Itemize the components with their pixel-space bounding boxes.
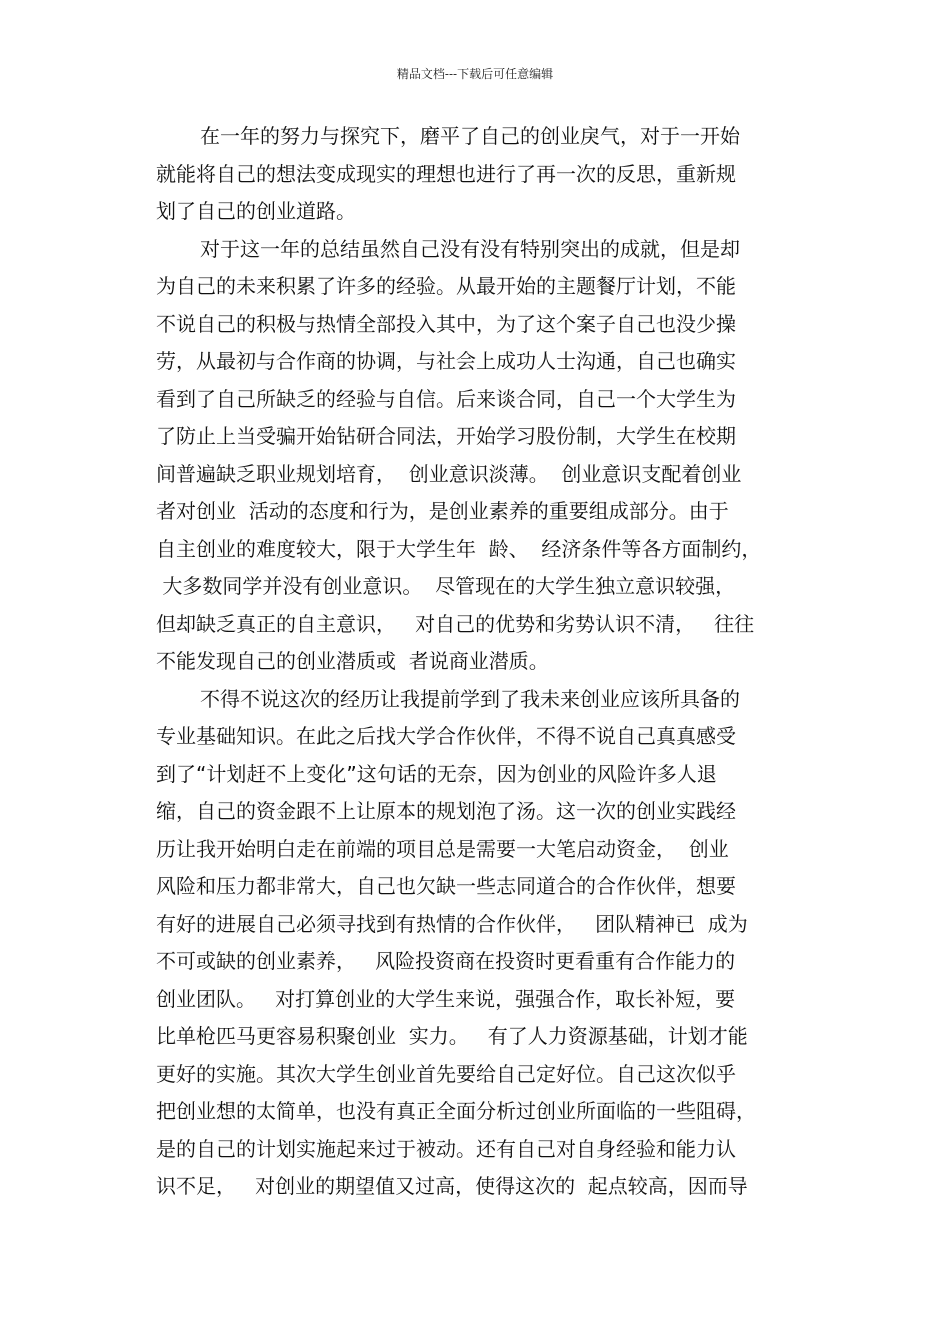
text-line: 看到了自己所缺乏的经验与自信。后来谈合同，自己一个大学生为 [156, 386, 736, 411]
text-line: 但却缺乏真正的自主意识， 对自己的优势和劣势认识不清， 往往 [156, 611, 755, 636]
text-line: 不说自己的积极与热情全部投入其中，为了这个案子自己也没少操 [156, 311, 736, 336]
document-body [156, 118, 816, 1206]
text-line: 就能将自己的想法变成现实的理想也进行了再一次的反思，重新规 [156, 161, 736, 186]
text-line: 更好的实施。其次大学生创业首先要给自己定好位。自己这次似乎 [156, 1061, 736, 1086]
text-line: 不能发现自己的创业潜质或 者说商业潜质。 [156, 649, 549, 673]
text-line: 大多数同学并没有创业意识。 尽管现在的大学生独立意识较强， [156, 574, 736, 598]
text-line: 历让我开始明白走在前端的项目总是需要一大笔启动资金， 创业 [156, 836, 729, 861]
text-line: 对于这一年的总结虽然自己没有没有特别突出的成就，但是却 [200, 236, 740, 261]
text-line: 识不足， 对创业的期望值又过高，使得这次的 起点较高，因而导 [156, 1174, 748, 1198]
text-line: 缩，自己的资金跟不上让原本的规划泡了汤。这一次的创业实践经 [156, 799, 736, 823]
text-line: 劳，从最初与合作商的协调，与社会上成功人士沟通，自己也确实 [156, 349, 736, 373]
text-line: 间普遍缺乏职业规划培育， 创业意识淡薄。 创业意识支配着创业 [156, 461, 742, 486]
text-line: 风险和压力都非常大，自己也欠缺一些志同道合的合作伙伴，想要 [156, 874, 736, 898]
text-line: 比单枪匹马更容易积聚创业 实力。 有了人力资源基础，计划才能 [156, 1024, 748, 1048]
text-line: 为自己的未来积累了许多的经验。从最开始的主题餐厅计划，不能 [156, 274, 736, 298]
text-line: 划了自己的创业道路。 [156, 199, 356, 223]
text-line: 了防止上当受骗开始钻研合同法，开始学习股份制，大学生在校期 [156, 424, 736, 448]
text-line: 不可或缺的创业素养， 风险投资商在投资时更看重有合作能力的 [156, 949, 736, 973]
page-header: 精品文档---下载后可任意编辑 [396, 67, 554, 81]
text-line: 有好的进展自己必须寻找到有热情的合作伙伴， 团队精神已 成为 [156, 911, 748, 936]
text-line: 者对创业 活动的态度和行为，是创业素养的重要组成部分。由于 [156, 499, 729, 523]
text-line: 到了“计划赶不上变化”这句话的无奈，因为创业的风险许多人退 [156, 761, 717, 786]
text-line: 把创业想的太简单，也没有真正全面分析过创业所面临的一些阻碍， [156, 1099, 756, 1123]
text-line: 是的自己的计划实施起来过于被动。还有自己对自身经验和能力认 [156, 1136, 736, 1161]
text-line: 专业基础知识。在此之后找大学合作伙伴，不得不说自己真真感受 [156, 724, 736, 748]
text-line: 不得不说这次的经历让我提前学到了我未来创业应该所具备的 [200, 686, 740, 711]
text-line: 自主创业的难度较大，限于大学生年 龄、 经济条件等各方面制约， [156, 536, 762, 561]
text-line: 创业团队。 对打算创业的大学生来说，强强合作，取长补短，要 [156, 986, 736, 1011]
text-line: 在一年的努力与探究下，磨平了自己的创业戾气，对于一开始 [200, 124, 740, 148]
